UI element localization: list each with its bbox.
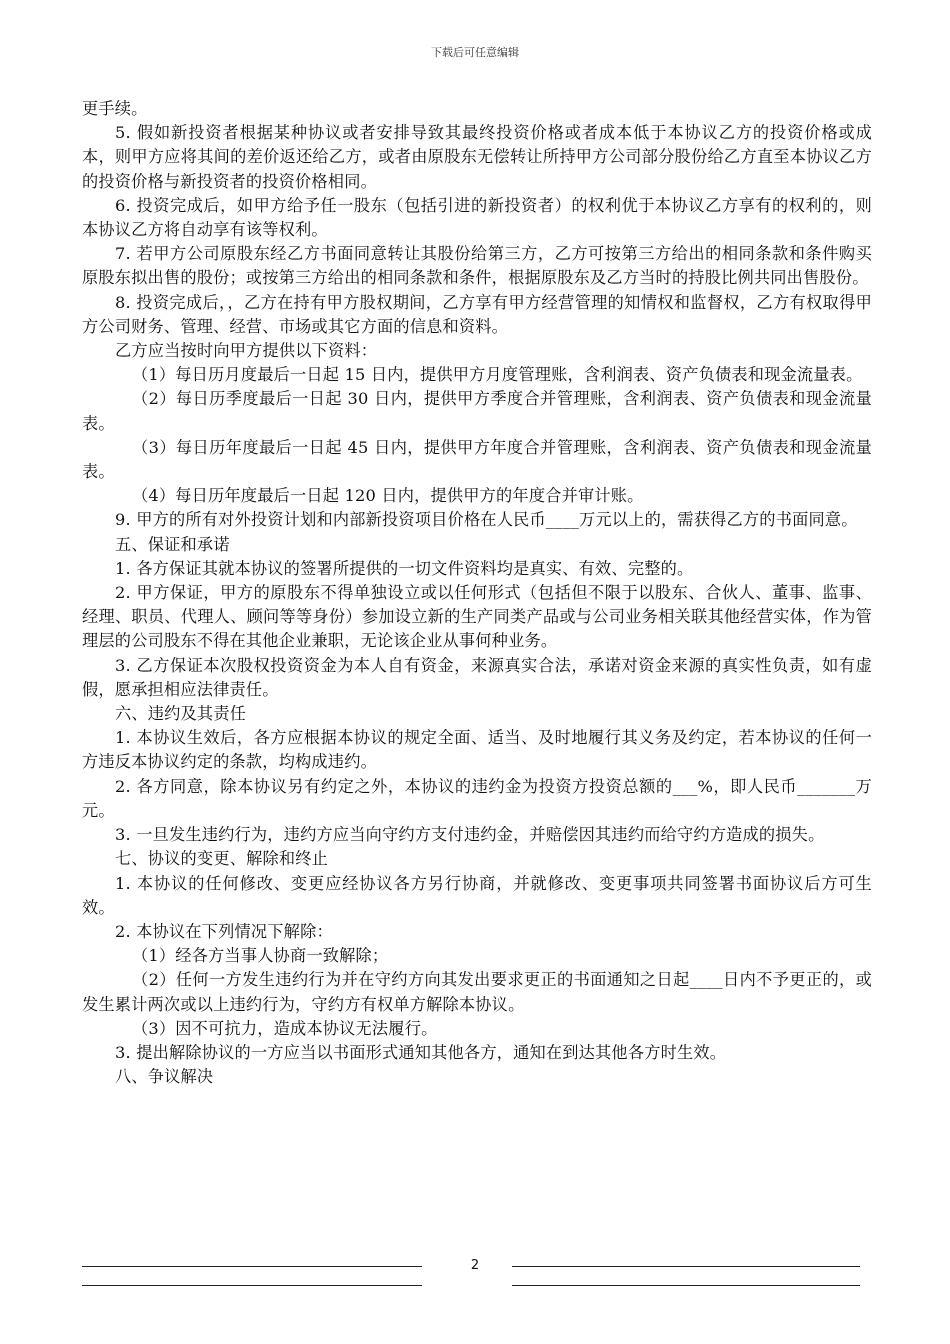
document-body <box>82 97 872 1089</box>
paragraph: 2. 甲方保证，甲方的原股东不得单独设立或以任何形式（包括但不限于以股东、合伙人、董事、监事、经理、职员、代理人、顾问等等身份）参加设立新的生产同类产品或与公司业务相关联其他经营实体，作为管理层的公司股东不得在其他企业兼职，无论该企业从事何种业务。 <box>82 583 872 651</box>
paragraph: 3. 一旦发生违约行为，违约方应当向守约方支付违约金，并赔偿因其违约而给守约方造成的损失。 <box>115 825 825 845</box>
paragraph: 3. 乙方保证本次股权投资资金为本人自有资金，来源真实合法，承诺对资金来源的真实性负责，如有虚假，愿承担相应法律责任。 <box>82 655 872 699</box>
paragraph: （1）每日历月度最后一日起 15 日内，提供甲方月度管理账，含利润表、资产负债表和现金流量表。 <box>132 365 863 385</box>
paragraph: 7. 若甲方公司原股东经乙方书面同意转让其股份给第三方，乙方可按第三方给出的相同条款和条件购买原股东拟出售的股份；或按第三方给出的相同条款和条件，根据原股东及乙方当时的持股比例共同出售股份。 <box>82 244 872 288</box>
paragraph: 5. 假如新投资者根据某种协议或者安排导致其最终投资价格或者成本低于本协议乙方的投资价格或成本，则甲方应将其间的差价返还给乙方，或者由原股东无偿转让所持甲方公司部分股份给乙方直至本协议乙方的投资价格与新投资者的投资价格相同。 <box>82 123 872 191</box>
footer-rule-left-lower <box>82 1285 422 1286</box>
paragraph: 1. 本协议的任何修改、变更应经协议各方另行协商，并就修改、变更事项共同签署书面协议后方可生效。 <box>82 873 872 917</box>
paragraph: 3. 提出解除协议的一方应当以书面形式通知其他各方，通知在到达其他各方时生效。 <box>115 1042 727 1062</box>
paragraph: （3）因不可抗力，造成本协议无法履行。 <box>132 1018 438 1038</box>
paragraph: 2. 各方同意，除本协议另有约定之外，本协议的违约金为投资方投资总额的___%，即人民币_______万元。 <box>82 776 872 820</box>
paragraph: 八、争议解决 <box>115 1067 214 1087</box>
paragraph: 五、保证和承诺 <box>115 534 230 554</box>
paragraph: （2）任何一方发生违约行为并在守约方向其发出要求更正的书面通知之日起____日内不予更正的，或发生累计两次或以上违约行为，守约方有权单方解除本协议。 <box>82 970 872 1014</box>
paragraph: 乙方应当按时向甲方提供以下资料： <box>115 341 378 361</box>
paragraph: 6. 投资完成后，如甲方给予任一股东（包括引进的新投资者）的权利优于本协议乙方享有的权利的，则本协议乙方将自动享有该等权利。 <box>82 195 872 240</box>
paragraph: 1. 各方保证其就本协议的签署所提供的一切文件资料均是真实、有效、完整的。 <box>115 558 694 578</box>
page-number: 2 <box>470 1258 480 1273</box>
paragraph: （3）每日历年度最后一日起 45 日内，提供甲方年度合并管理账，含利润表、资产负债表和现金流量表。 <box>82 437 872 482</box>
paragraph: 更手续。 <box>82 99 148 118</box>
footer-rule-right-lower <box>512 1285 860 1286</box>
paragraph: 七、协议的变更、解除和终止 <box>115 849 329 869</box>
paragraph: 六、违约及其责任 <box>115 704 247 724</box>
paragraph: （2）每日历季度最后一日起 30 日内，提供甲方季度合并管理账，含利润表、资产负债表和现金流量表。 <box>82 389 872 433</box>
page-header: 下载后可任意编辑 <box>431 46 519 59</box>
paragraph: 2. 本协议在下列情况下解除： <box>115 921 333 941</box>
paragraph: 1. 本协议生效后，各方应根据本协议的规定全面、适当、及时地履行其义务及约定，若本协议的任何一方违反本协议约定的条款，均构成违约。 <box>82 728 872 772</box>
paragraph: （1）经各方当事人协商一致解除； <box>132 946 389 966</box>
paragraph: （4）每日历年度最后一日起 120 日内，提供甲方的年度合并审计账。 <box>132 486 644 506</box>
paragraph: 8. 投资完成后，，乙方在持有甲方股权期间，乙方享有甲方经营管理的知情权和监督权，乙方有权取得甲方公司财务、管理、经营、市场或其它方面的信息和资料。 <box>82 292 872 336</box>
paragraph: 9. 甲方的所有对外投资计划和内部新投资项目价格在人民币____万元以上的，需获得乙方的书面同意。 <box>115 510 858 530</box>
